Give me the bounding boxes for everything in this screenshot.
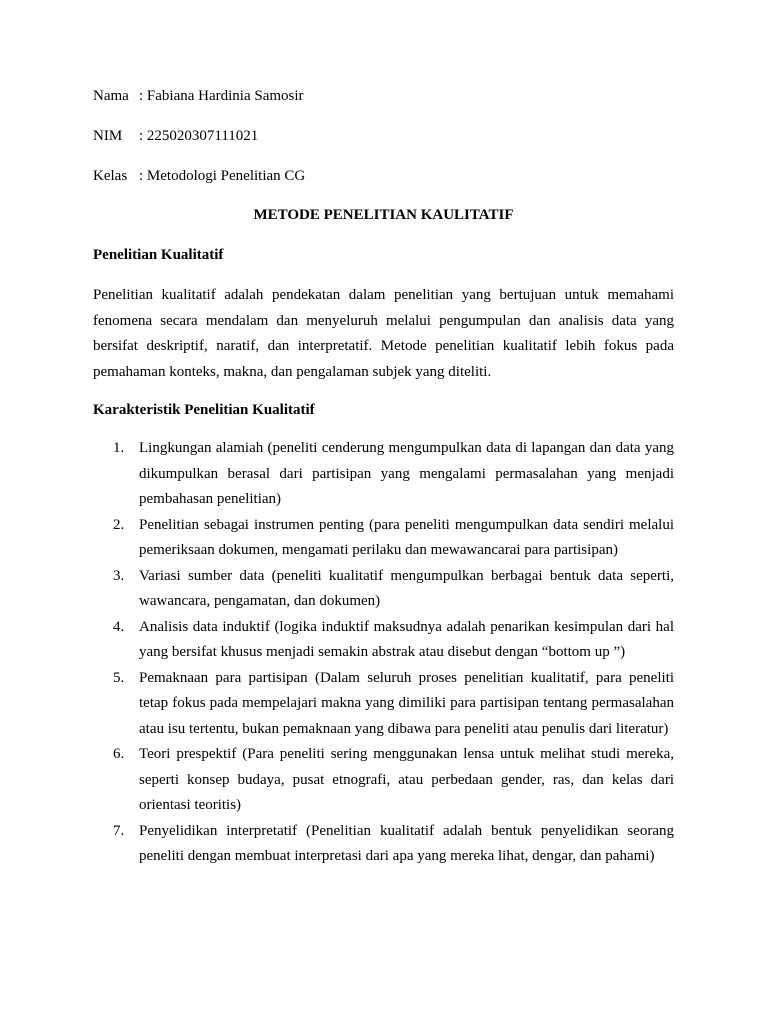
- characteristics-list: [93, 436, 674, 870]
- nim-label: NIM: [93, 128, 123, 144]
- intro-paragraph: Penelitian kualitatif adalah pendekatan dalam penelitian yang bertujuan untuk memahami fenomena secara mendalam dan menyeluruh melalui pengumpulan dan analisis data yang bersifat deskriptif, naratif, dan interpretatif. Metode penelitian kualitatif lebih fokus pada pemahaman konteks, makna, dan pengalaman subjek yang diteliti.: [93, 287, 674, 380]
- list-item-text: Pemaknaan para partisipan (Dalam seluruh proses penelitian kualitatif, para peneliti tetap fokus pada mempelajari makna yang dimiliki para partisipan tentang permasalahan atau isu tertentu, bukan pemaknaan yang dibawa para peneliti atau penulis dari literatur): [139, 669, 674, 737]
- list-item-number: 5.: [113, 669, 125, 686]
- list-item-number: 2.: [113, 516, 125, 533]
- list-item-number: 6.: [113, 746, 125, 762]
- list-item: [93, 513, 674, 564]
- section-heading-characteristics: Karakteristik Penelitian Kualitatif: [93, 402, 315, 418]
- list-item-number: 4.: [113, 618, 125, 635]
- class-label: Kelas: [93, 168, 128, 184]
- nim-value: : 225020307111021: [139, 128, 259, 144]
- section-heading-intro: Penelitian Kualitatif: [93, 247, 224, 263]
- list-item-text: Penyelidikan interpretatif (Penelitian kualitatif adalah bentuk penyelidikan seorang peneliti dengan membuat interpretasi dari apa yang mereka lihat, dengar, dan pahami): [139, 822, 674, 864]
- name-row: [93, 86, 305, 126]
- list-item-number: 1.: [113, 440, 125, 456]
- document-title: METODE PENELITIAN KAULITATIF: [253, 207, 514, 223]
- name-label: Nama: [93, 88, 129, 104]
- name-value: : Fabiana Hardinia Samosir: [139, 88, 304, 104]
- list-item-text: Analisis data induktif (logika induktif maksudnya adalah penarikan kesimpulan dari hal yang bersifat khusus menjadi semakin abstrak atau disebut dengan “bottom up ”): [139, 618, 674, 660]
- list-item: [93, 819, 674, 870]
- list-item: [93, 742, 674, 819]
- class-value: : Metodologi Penelitian CG: [139, 168, 306, 184]
- list-item-number: 7.: [113, 822, 125, 839]
- nim-row: [93, 126, 305, 166]
- list-item-text: Teori prespektif (Para peneliti sering menggunakan lensa untuk melihat studi mereka, seperti konsep budaya, pusat etnografi, atau perbedaan gender, ras, dan kelas dari orientasi teoritis): [139, 746, 674, 813]
- list-item: [93, 436, 674, 513]
- list-item: [93, 564, 674, 615]
- list-item-text: Variasi sumber data (peneliti kualitatif mengumpulkan berbagai bentuk data seperti, wawancara, pengamatan, dan dokumen): [139, 567, 674, 609]
- class-row: [93, 166, 305, 206]
- list-item-text: Lingkungan alamiah (peneliti cenderung mengumpulkan data di lapangan dan data yang dikumpulkan berasal dari partisipan yang mengalami permasalahan yang menjadi pembahasan penelitian): [139, 440, 674, 507]
- list-item: [93, 615, 674, 666]
- list-item-number: 3.: [113, 567, 125, 584]
- list-item: [93, 666, 674, 743]
- list-item-text: Penelitian sebagai instrumen penting (para peneliti mengumpulkan data sendiri melalui pemeriksaan dokumen, mengamati perilaku dan mewawancarai para partisipan): [139, 516, 674, 558]
- student-info: [93, 86, 305, 206]
